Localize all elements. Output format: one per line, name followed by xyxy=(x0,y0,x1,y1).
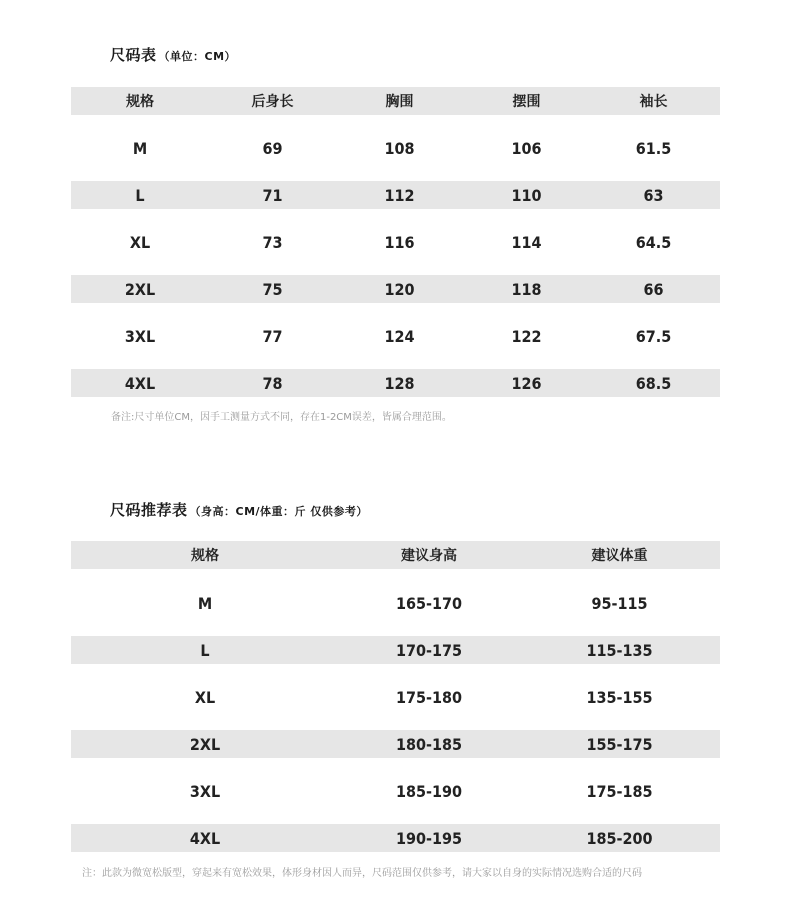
value-cell: 112 xyxy=(384,185,415,205)
size-cell: XL xyxy=(129,232,151,252)
value-cell: 67.5 xyxy=(635,326,672,346)
size-cell: L xyxy=(135,185,145,205)
size-table-title xyxy=(110,44,236,65)
size-table-unit: （单位：CM） xyxy=(158,50,237,63)
value-cell: 78 xyxy=(262,373,283,393)
table-row xyxy=(71,730,720,758)
table-row xyxy=(71,228,720,256)
recommend-table-unit: （身高：CM/体重：斤 仅供参考） xyxy=(189,505,368,518)
value-cell: 61.5 xyxy=(635,138,672,158)
header-cell: 规格 xyxy=(191,548,219,564)
table-row xyxy=(71,636,720,664)
table-row xyxy=(71,134,720,162)
value-cell: 71 xyxy=(262,185,283,205)
size-cell: XL xyxy=(194,687,216,707)
size-cell: 3XL xyxy=(189,781,221,801)
weight-cell: 185-200 xyxy=(586,828,653,848)
table-row xyxy=(71,369,720,397)
value-cell: 108 xyxy=(384,138,415,158)
size-cell: 2XL xyxy=(189,734,221,754)
table-row xyxy=(71,683,720,711)
table-row xyxy=(71,777,720,805)
value-cell: 63 xyxy=(643,185,664,205)
weight-cell: 155-175 xyxy=(586,734,653,754)
weight-cell: 135-155 xyxy=(586,687,653,707)
recommend-table-header xyxy=(71,541,720,569)
height-cell: 185-190 xyxy=(395,781,463,801)
table-row xyxy=(71,181,720,209)
size-cell: M xyxy=(132,138,148,158)
weight-cell: 175-185 xyxy=(586,781,653,801)
value-cell: 118 xyxy=(511,279,542,299)
height-cell: 175-180 xyxy=(395,687,463,707)
value-cell: 116 xyxy=(384,232,415,252)
value-cell: 124 xyxy=(384,326,415,346)
table-row xyxy=(71,275,720,303)
value-cell: 69 xyxy=(262,138,283,158)
recommend-table-title xyxy=(110,499,368,520)
header-cell: 后身长 xyxy=(251,94,294,110)
table-row xyxy=(71,824,720,852)
size-cell: 4XL xyxy=(124,373,156,393)
height-cell: 180-185 xyxy=(395,734,463,754)
size-cell: 2XL xyxy=(124,279,156,299)
value-cell: 64.5 xyxy=(635,232,672,252)
value-cell: 114 xyxy=(511,232,542,252)
size-cell: 3XL xyxy=(124,326,156,346)
recommend-table-title-text: 尺码推荐表 xyxy=(110,501,188,519)
value-cell: 128 xyxy=(384,373,415,393)
table-row xyxy=(71,589,720,617)
weight-cell: 115-135 xyxy=(586,640,653,660)
size-table-title-text: 尺码表 xyxy=(110,46,157,64)
value-cell: 77 xyxy=(262,326,283,346)
value-cell: 68.5 xyxy=(635,373,672,393)
value-cell: 110 xyxy=(511,185,542,205)
value-cell: 75 xyxy=(262,279,283,299)
value-cell: 122 xyxy=(511,326,542,346)
value-cell: 73 xyxy=(262,232,283,252)
value-cell: 106 xyxy=(511,138,542,158)
height-cell: 190-195 xyxy=(395,828,463,848)
size-cell: L xyxy=(200,640,210,660)
header-cell: 袖长 xyxy=(639,94,668,110)
size-table-header xyxy=(71,87,720,115)
size-table-note: 备注:尺寸单位CM，因手工测量方式不同，存在1-2CM误差，皆属合理范围。 xyxy=(111,412,452,423)
recommend-table-note: 注：此款为微宽松版型，穿起来有宽松效果，体形身材因人而异，尺码范围仅供参考，请大家以自身的实际情况选购合适的尺码 xyxy=(82,868,642,879)
header-cell: 建议身高 xyxy=(401,548,457,564)
value-cell: 66 xyxy=(643,279,664,299)
size-cell: 4XL xyxy=(189,828,221,848)
value-cell: 120 xyxy=(384,279,415,299)
recommend-table xyxy=(71,541,720,852)
table-row xyxy=(71,322,720,350)
header-cell: 规格 xyxy=(126,94,154,110)
size-cell: M xyxy=(197,593,213,613)
height-cell: 165-170 xyxy=(395,593,463,613)
height-cell: 170-175 xyxy=(395,640,463,660)
header-cell: 胸围 xyxy=(385,94,414,110)
header-cell: 建议体重 xyxy=(591,548,648,564)
weight-cell: 95-115 xyxy=(591,593,648,613)
header-cell: 摆围 xyxy=(512,94,541,110)
size-table xyxy=(71,87,720,397)
value-cell: 126 xyxy=(511,373,542,393)
